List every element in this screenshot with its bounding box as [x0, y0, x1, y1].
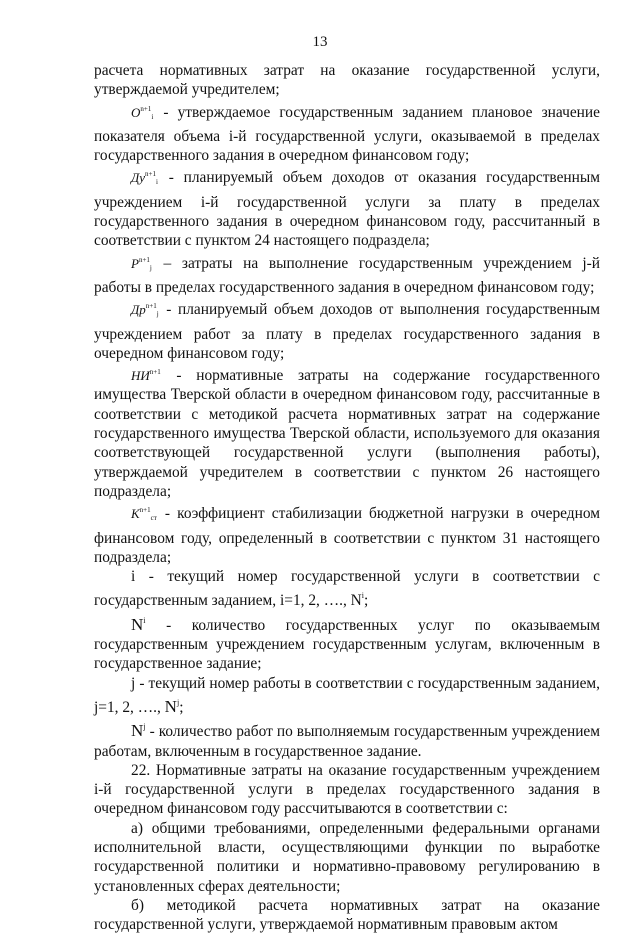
- formula-symbol: $P^{n+1}_j$: [131, 255, 152, 272]
- paragraph: $Др^{n+1}_j$ - планируемый объем доходов от выполнения государственным учреждением работ за плату в пределах государственного задания в очередном финансовом году;: [94, 301, 600, 362]
- formula-symbol: $Др^{n+1}_j$: [131, 302, 159, 319]
- paragraph: расчета нормативных затрат на оказание государственной услуги, утверждаемой учредителем;: [94, 62, 600, 99]
- paragraph: а) общими требованиями, определенными федеральными органами исполнительной власти, осуществляющими функции по выработке государственной политики и нормативно-правовому регулированию в установленных сферах деятельности;: [94, 819, 600, 895]
- paragraph: j - текущий номер работы в соответствии с государственным заданием, j=1, 2, …., $N^j$;: [94, 674, 600, 716]
- paragraph: $N^i$ - количество государственных услуг по оказываемым государственным учреждением государственным услугам, включенным в государственное задание;: [94, 614, 600, 673]
- formula-symbol: $N^j$: [164, 696, 180, 716]
- formula-symbol: $НИ^{n+1}$: [131, 368, 161, 384]
- paragraph: $O^{n+1}_i$ - утверждаемое государственным заданием плановое значение показателя объема i-й государственной услуги, оказываемой в пределах государственного задания в очередном финансовом году;: [94, 103, 600, 165]
- paragraph: $N^j$ - количество работ по выполняемым государственным учреждением работам, включенным в государственное задание.: [94, 721, 600, 760]
- paragraph: б) методикой расчета нормативных затрат на оказание государственной услуги, утверждаемой нормативным правовым актом: [94, 896, 600, 934]
- paragraph: $P^{n+1}_j$ – затраты на выполнение государственным учреждением j-й работы в пределах государственного задания в очередном финансовом году;: [94, 254, 600, 296]
- paragraph: i - текущий номер государственной услуги в соответствии с государственным заданием, i=1, 2, …., $N^i$;: [94, 568, 600, 610]
- paragraph: $K^{n+1}_{cт}$ - коэффициент стабилизации бюджетной нагрузки в очередном финансовом году, определенный в соответствии с пунктом 31 настоящего подраздела;: [94, 505, 600, 566]
- formula-symbol: $N^j$: [131, 721, 146, 741]
- formula-symbol: $K^{n+1}_{cт}$: [131, 506, 157, 523]
- paragraph: $НИ^{n+1}$ - нормативные затраты на содержание государственного имущества Тверской области в очередном финансовом году, рассчитанные в соответствии с методикой расчета нормативных затрат на содержание государственного имущества Тверской области, используемого для оказания соответствующей государственной услуги (выполнения работы), утверждаемой учредителем в соответствии с пунктом 26 настоящего подраздела;: [94, 367, 600, 500]
- page-number: 13: [312, 34, 328, 50]
- document-body: [94, 61, 600, 934]
- paragraph: $Ду^{n+1}_i$ - планируемый объем доходов от оказания государственным учреждением i-й государственной услуги за плату в пределах государственного задания в очередном финансовом году, рассчитанный в соответствии с пунктом 24 настоящего подраздела;: [94, 169, 600, 250]
- formula-symbol: $Ду^{n+1}_i$: [131, 170, 158, 187]
- paragraph: 22. Нормативные затраты на оказание государственным учреждением i-й государственной услуги в пределах государственного задания в очередном финансовом году рассчитываются в соответствии с:: [94, 761, 600, 818]
- formula-symbol: $O^{n+1}_i$: [131, 104, 154, 121]
- formula-symbol: i: [361, 591, 365, 601]
- formula-symbol: $N^i$: [131, 614, 146, 634]
